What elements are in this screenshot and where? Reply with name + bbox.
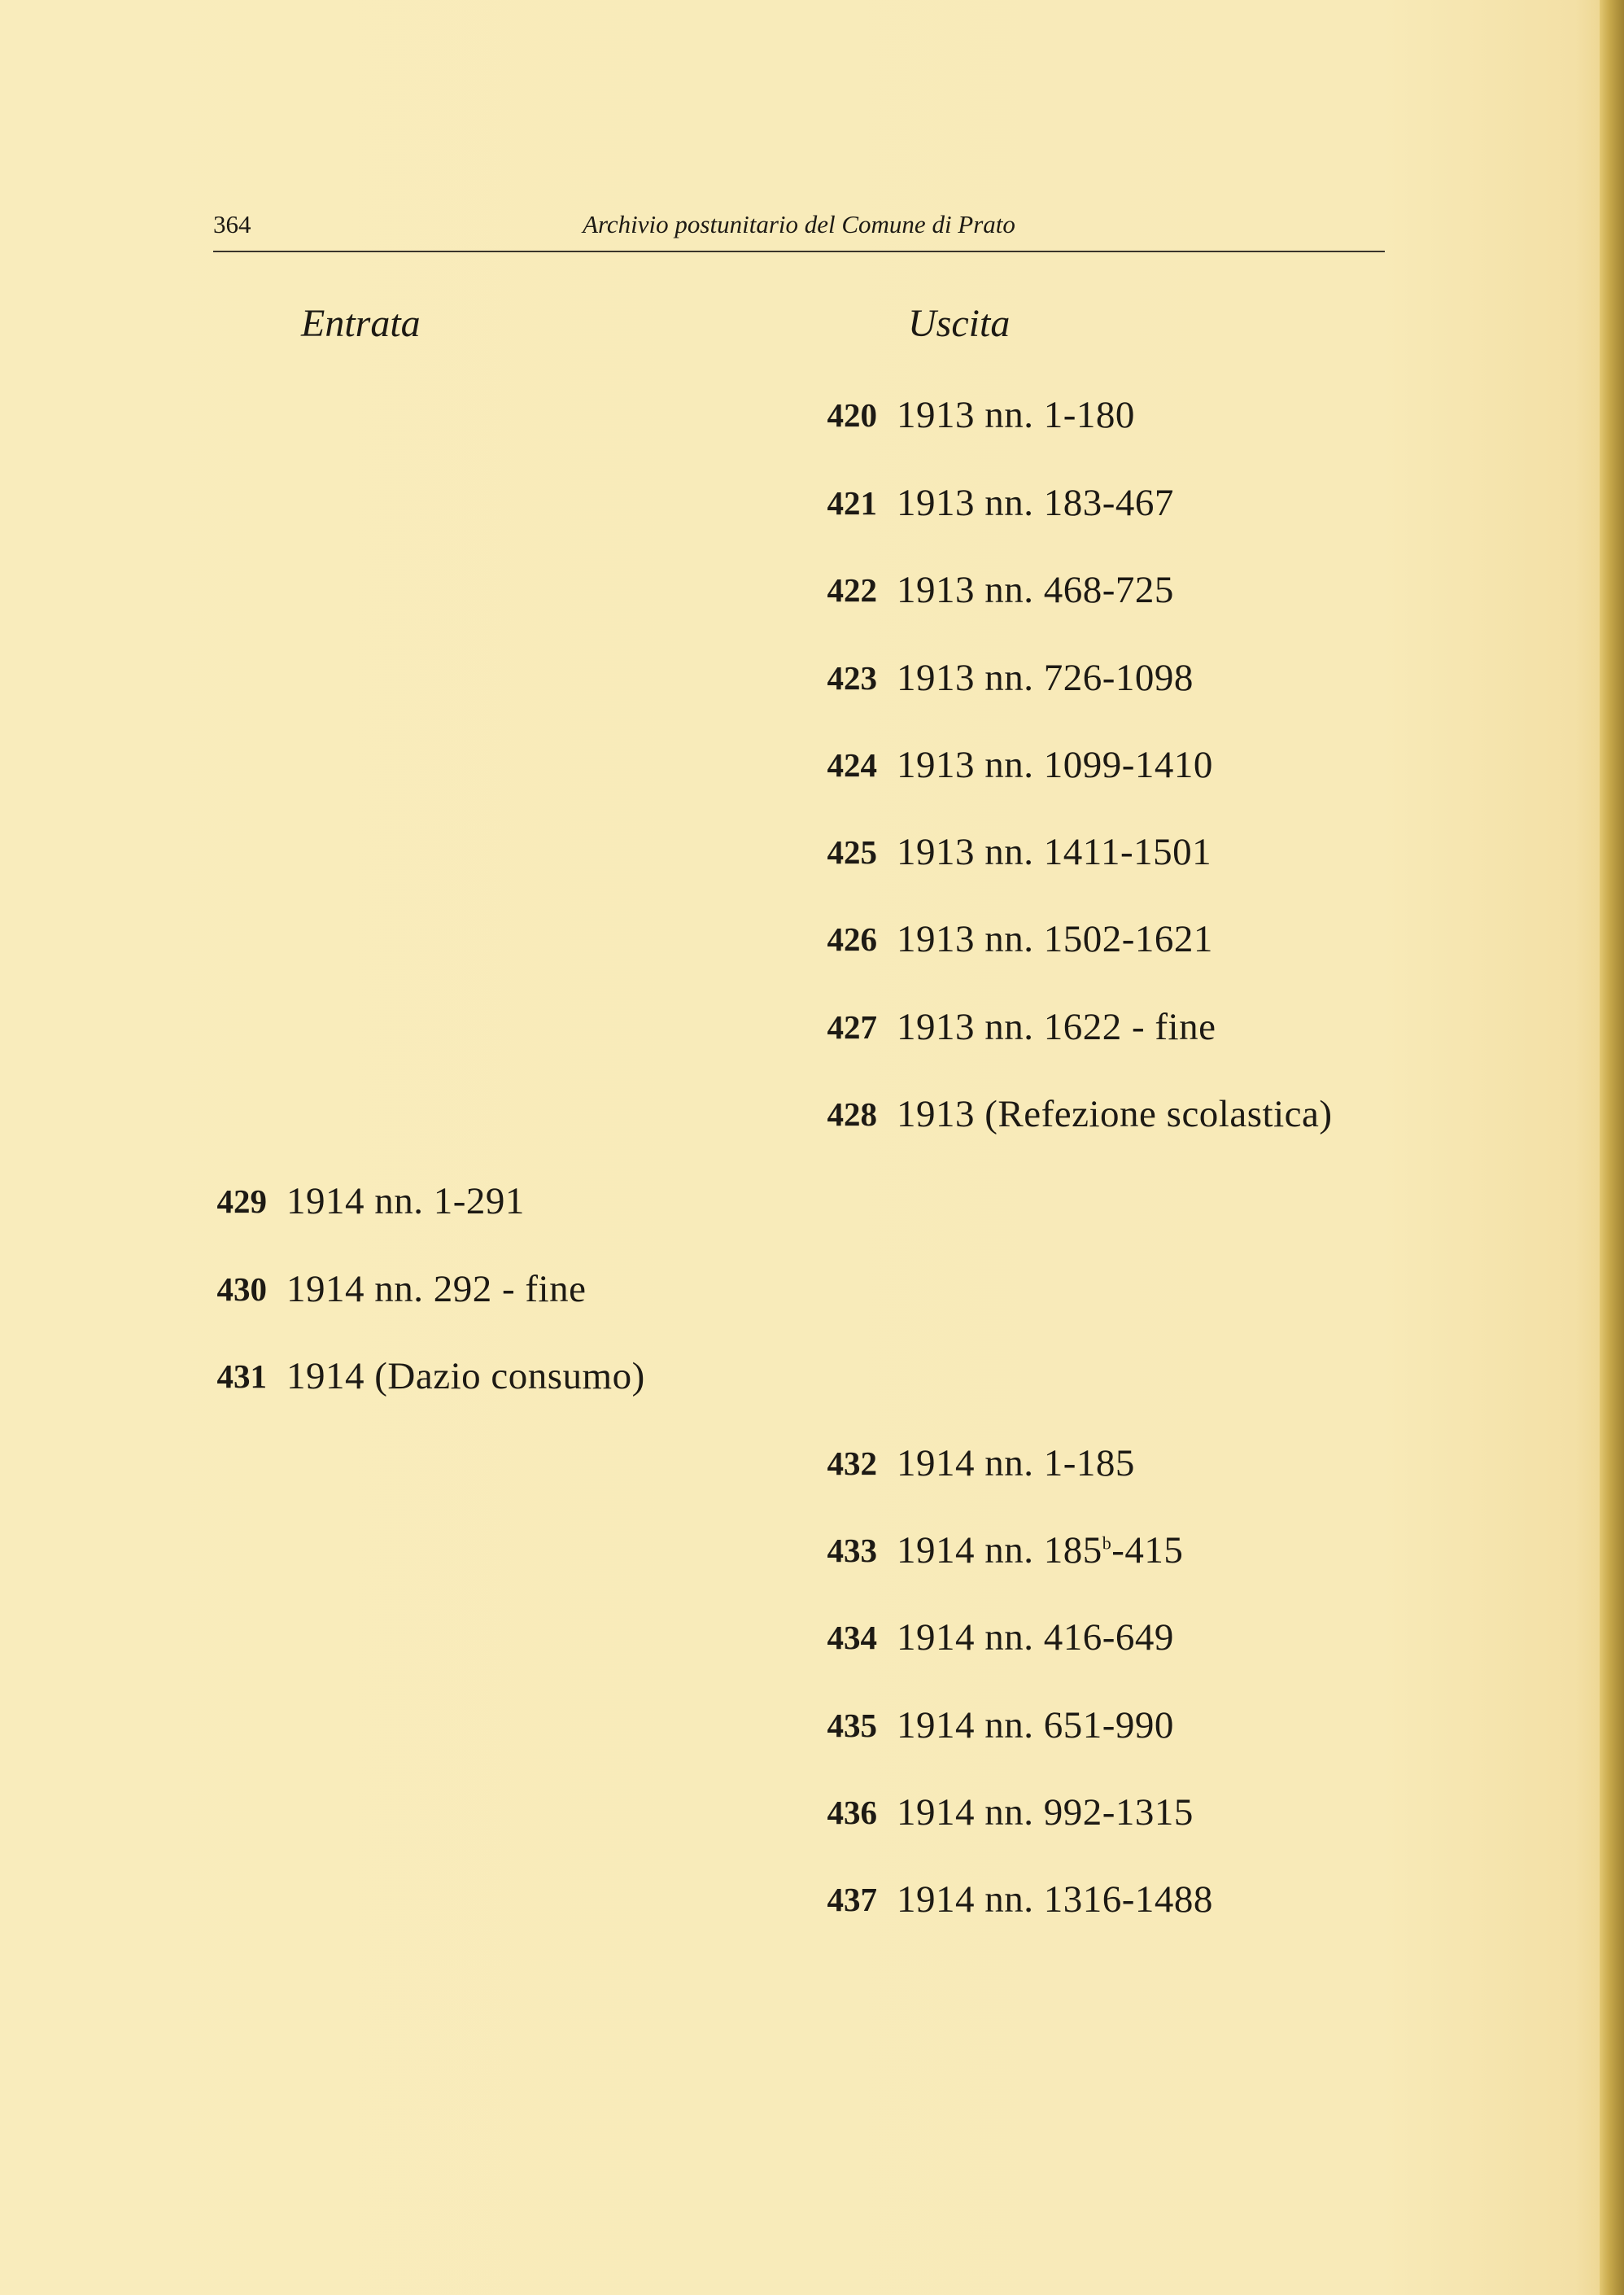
entry-description: 1914 (Dazio consumo) — [286, 1355, 645, 1397]
entry-number: 428 — [827, 1095, 877, 1133]
entry-description: 1913 nn. 1502-1621 — [897, 918, 1213, 960]
entry-description-end: -415 — [1111, 1529, 1184, 1572]
entry-number: 427 — [827, 1008, 877, 1046]
entry-description: 1914 nn. 1316-1488 — [897, 1878, 1213, 1921]
entry-description: 1914 nn. 1-185 — [897, 1442, 1135, 1484]
entry-number: 430 — [216, 1270, 267, 1308]
entry-description — [897, 1526, 1183, 1575]
entry-description: 1913 nn. 1411-1501 — [897, 831, 1212, 873]
entry-description-main: 1914 nn. 185 — [897, 1529, 1102, 1572]
entry-number: 426 — [827, 920, 877, 958]
entry-number: 434 — [827, 1619, 877, 1656]
entry-description: 1913 nn. 468-725 — [897, 569, 1174, 611]
entry-number: 437 — [827, 1881, 877, 1918]
entry-number: 423 — [827, 659, 877, 697]
entry-number: 421 — [827, 484, 877, 522]
entry-description: 1913 (Refezione scolastica) — [897, 1093, 1333, 1135]
entry-number: 420 — [827, 396, 877, 434]
entry-number: 433 — [827, 1532, 877, 1569]
entry-number: 435 — [827, 1707, 877, 1744]
entry-description: 1913 nn. 1099-1410 — [897, 744, 1213, 786]
column-heading-entrata: Entrata — [301, 302, 421, 345]
entry-superscript: b — [1102, 1532, 1112, 1554]
entry-number: 424 — [827, 746, 877, 784]
entry-description: 1913 nn. 1-180 — [897, 394, 1135, 436]
entry-number: 429 — [216, 1182, 267, 1220]
column-heading-uscita: Uscita — [908, 302, 1011, 345]
page-header — [213, 210, 1385, 252]
entry-description: 1913 nn. 726-1098 — [897, 657, 1194, 699]
running-title: Archivio postunitario del Comune di Prato — [583, 210, 1015, 238]
entry-description: 1914 nn. 651-990 — [897, 1704, 1174, 1746]
page-number: 364 — [213, 210, 251, 238]
entry-description: 1913 nn. 183-467 — [897, 482, 1174, 524]
entry-description: 1914 nn. 292 - fine — [286, 1268, 587, 1310]
entry-number: 422 — [827, 571, 877, 609]
entry-description: 1914 nn. 992-1315 — [897, 1791, 1194, 1834]
entry-number: 425 — [827, 833, 877, 871]
entry-description: 1914 nn. 1-291 — [286, 1180, 525, 1222]
book-spine-edge — [1600, 0, 1624, 2295]
entry-description: 1913 nn. 1622 - fine — [897, 1006, 1216, 1048]
entry-description: 1914 nn. 416-649 — [897, 1616, 1174, 1659]
entry-number: 432 — [827, 1445, 877, 1482]
entry-number: 431 — [216, 1357, 267, 1395]
entry-number: 436 — [827, 1794, 877, 1831]
